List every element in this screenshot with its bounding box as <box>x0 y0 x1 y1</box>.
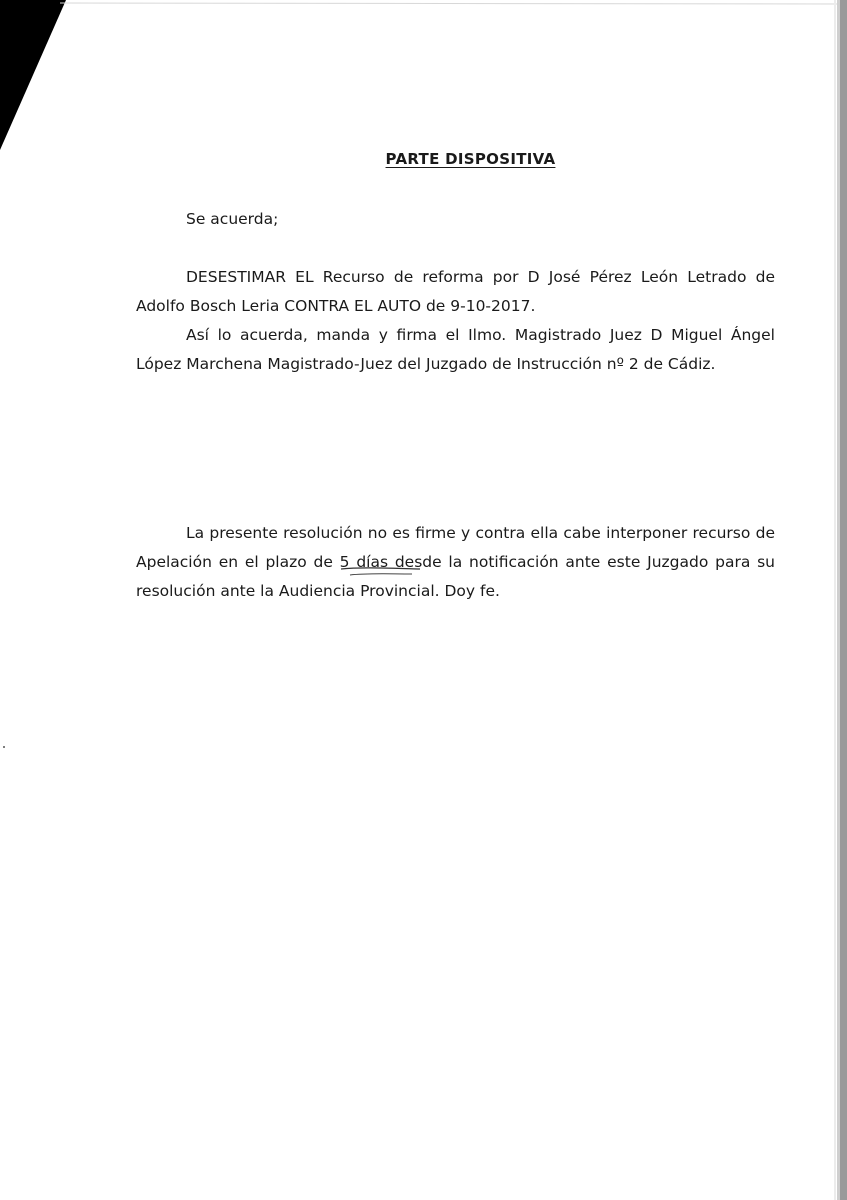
document-title: PARTE DISPOSITIVA <box>385 150 556 168</box>
scan-top-edge <box>60 0 847 12</box>
paragraph-acuerda: Se acuerda; <box>186 210 279 228</box>
paragraph-resolucion: La presente resolución no es firme y contra ella cabe interponer recurso de Apelación en el plazo de 5 días desde la notificación ante este Juzgado para su resolución ante la Audiencia Provincial. Doy fe. <box>136 524 775 600</box>
scan-speck <box>3 746 5 748</box>
paragraph-desestimar: DESESTIMAR EL Recurso de reforma por D José Pérez León Letrado de Adolfo Bosch Leria CONTRA EL AUTO de 9-10-2017. <box>136 268 775 315</box>
paragraph-firma: Así lo acuerda, manda y firma el Ilmo. Magistrado Juez D Miguel Ángel López Marchena Magistrado-Juez del Juzgado de Instrucción nº 2 de Cádiz. <box>136 326 775 373</box>
scan-right-edge <box>829 0 847 1200</box>
handwritten-underline <box>340 566 422 578</box>
scan-corner-shadow <box>0 0 66 150</box>
